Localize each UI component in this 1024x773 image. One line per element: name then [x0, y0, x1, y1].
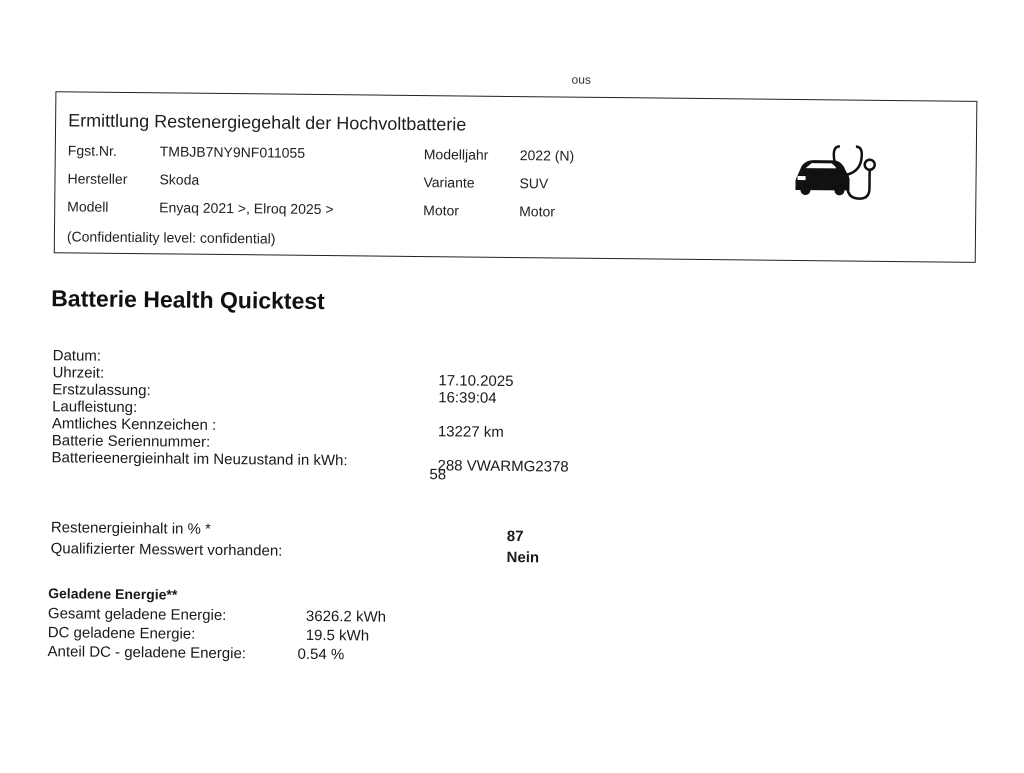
fgst-value: TMBJB7NY9NF011055	[159, 143, 306, 161]
energy-value: 3626.2 kWh	[305, 607, 387, 626]
info-label: Amtliches Kennzeichen :	[51, 415, 217, 434]
energy-value: 19.5 kWh	[305, 626, 370, 645]
variante-label: Variante	[423, 174, 475, 191]
vehicle-info-list	[51, 347, 752, 490]
modell-value: Enyaq 2021 >, Elroq 2025 >	[159, 199, 334, 218]
modelljahr-label: Modelljahr	[423, 146, 489, 163]
charged-energy-title: Geladene Energie**	[48, 585, 178, 603]
top-mark: ous	[571, 72, 592, 87]
info-value: 288 VWARMG2378	[437, 457, 569, 476]
motor-value: Motor	[519, 203, 556, 220]
info-label: Datum:	[52, 347, 102, 365]
charged-energy-section	[47, 585, 648, 668]
fgst-label: Fgst.Nr.	[67, 142, 117, 159]
energy-label: Anteil DC - geladene Energie:	[47, 643, 247, 663]
motor-label: Motor	[423, 202, 460, 219]
info-value: 16:39:04	[438, 389, 497, 407]
info-label: Batterie Seriennummer:	[51, 432, 211, 451]
energy-label: Gesamt geladene Energie:	[47, 605, 227, 625]
info-value: 17.10.2025	[438, 372, 514, 391]
battery-capacity-value: 58	[429, 466, 447, 484]
confidentiality-note: (Confidentiality level: confidential)	[66, 228, 276, 247]
car-diagnosis-icon	[793, 140, 944, 210]
info-label: Uhrzeit:	[52, 364, 105, 382]
vehicle-header-box	[54, 91, 978, 263]
info-value: 13227 km	[437, 423, 504, 441]
variante-value: SUV	[519, 175, 549, 192]
hersteller-value: Skoda	[159, 171, 200, 188]
energy-value: 0.54 %	[297, 645, 345, 664]
modell-label: Modell	[67, 198, 109, 215]
result-section	[51, 519, 751, 568]
energy-label: DC geladene Energie:	[47, 624, 196, 643]
qualified-measurement-label: Qualifizierter Messwert vorhanden:	[50, 540, 283, 560]
info-label: Batterieenergieinhalt im Neuzustand in kWh:	[51, 449, 348, 470]
header-title: Ermittlung Restenergiegehalt der Hochvoltbatterie	[68, 110, 467, 135]
info-label: Laufleistung:	[52, 398, 138, 417]
document-title: Batterie Health Quicktest	[51, 285, 325, 315]
modelljahr-value: 2022 (N)	[519, 147, 575, 164]
info-label: Erstzulassung:	[52, 381, 151, 400]
rest-energy-value: 87	[506, 527, 524, 546]
hersteller-label: Hersteller	[67, 170, 128, 187]
rest-energy-label: Restenergieinhalt in % *	[50, 519, 212, 538]
qualified-measurement-value: Nein	[506, 548, 540, 567]
